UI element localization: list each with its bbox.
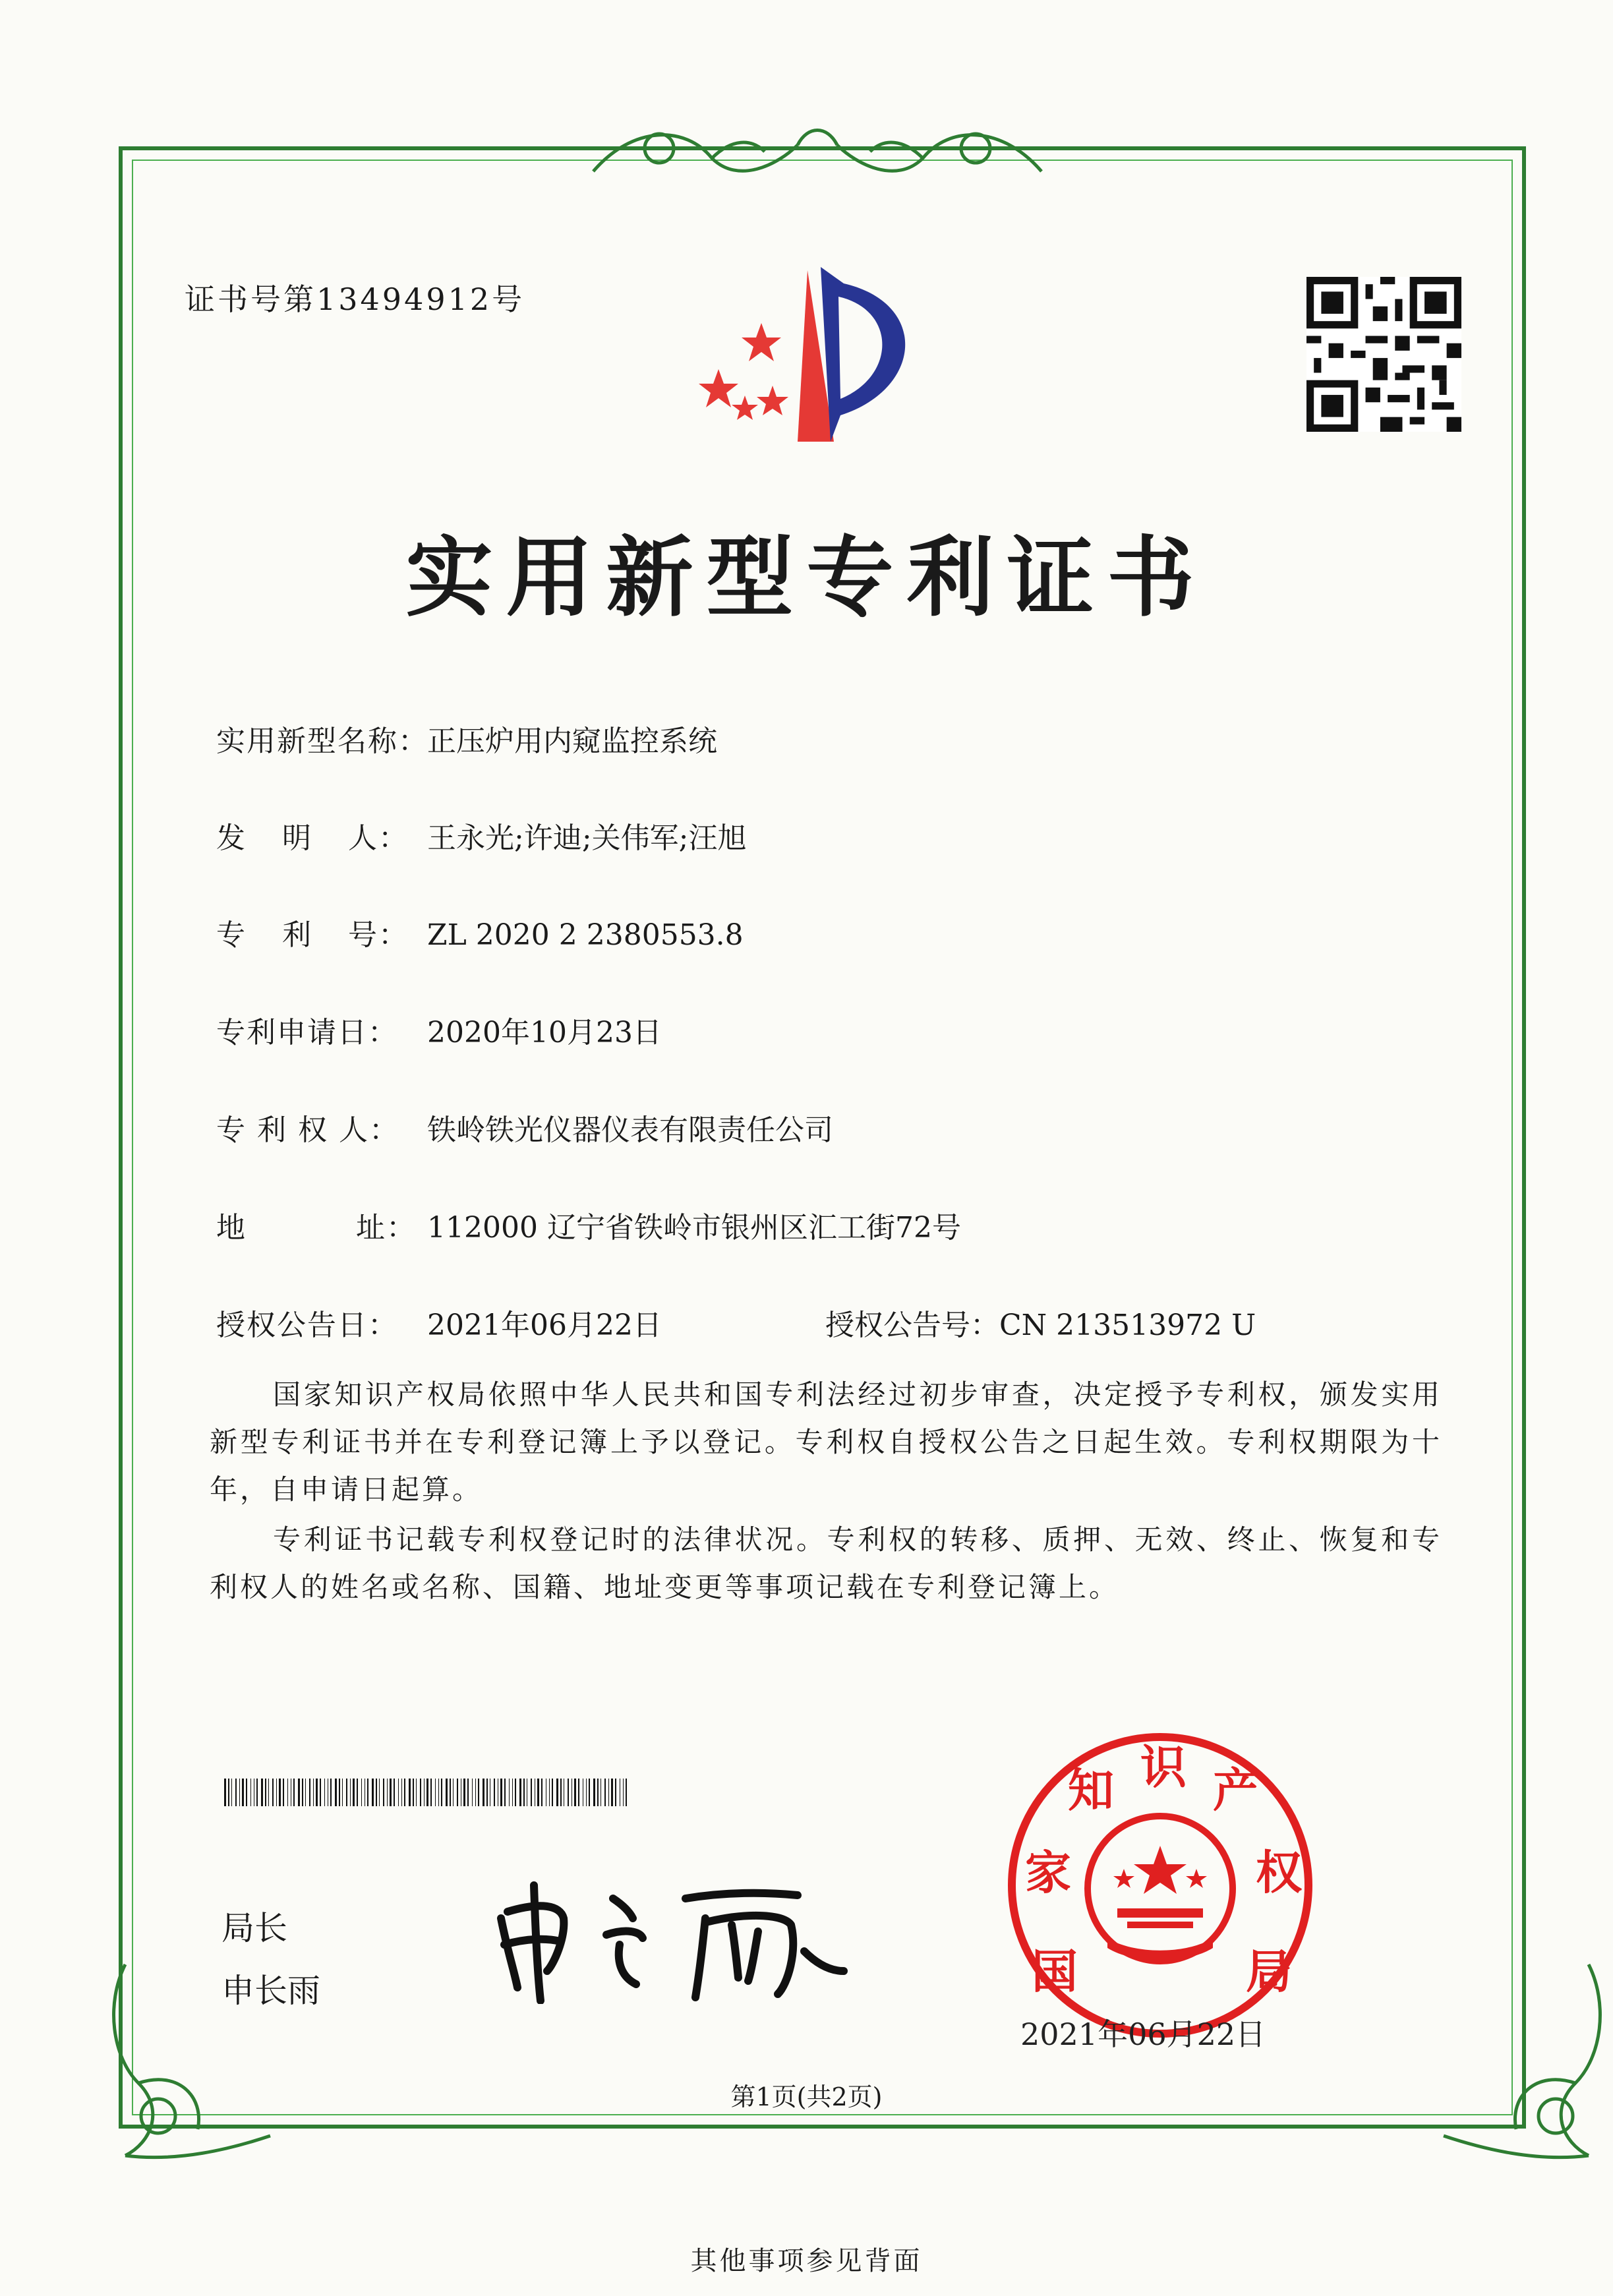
seal-char-7: 局 [1246, 1945, 1292, 1999]
seal-char-2: 家 [1025, 1846, 1071, 1900]
utility-model-name-row [216, 717, 717, 759]
official-seal [976, 1727, 1345, 2044]
inventor-row [216, 814, 746, 856]
statement-paragraph-2: 专利证书记载专利权登记时的法律状况。专利权的转移、质押、无效、终止、恢复和专利权人的姓名或名称、国籍、地址变更等事项记载在专利登记簿上。 [210, 1523, 1442, 1603]
seal-char-6: 权 [1256, 1846, 1302, 1900]
director-signature [488, 1872, 857, 2004]
filing-date-value: 2020年10月23日 [427, 1016, 662, 1049]
top-ornament [580, 99, 1055, 191]
address-label: 地 址： [216, 1211, 417, 1245]
certificate-number: 证书号第13494912号 [185, 281, 525, 317]
footer-note: 其他事项参见背面 [690, 2246, 923, 2276]
patent-number-label: 专 利 号： [216, 918, 409, 952]
director-title: 局长 [221, 1909, 287, 1947]
inventor-value: 王永光;许迪;关伟军;汪旭 [427, 821, 747, 855]
filing-date-row [216, 1009, 662, 1051]
grant-number-value: CN 213513972 U [999, 1309, 1256, 1342]
cnipa-logo-icon [699, 257, 949, 455]
utility-model-name-value: 正压炉用内窥监控系统 [427, 724, 717, 758]
grant-date-row [216, 1301, 662, 1343]
patentee-value: 铁岭铁光仪器仪表有限责任公司 [427, 1113, 833, 1147]
grant-date-label: 授权公告日： [216, 1309, 398, 1342]
patent-number-row [216, 911, 744, 953]
qr-code [1306, 277, 1461, 432]
seal-char-1: 国 [1032, 1945, 1078, 1999]
inventor-label: 发 明 人： [216, 821, 409, 855]
patentee-label: 专 利 权 人： [216, 1113, 399, 1147]
grant-number-label: 授权公告号： [825, 1309, 999, 1342]
seal-date: 2021年06月22日 [1020, 2016, 1266, 2052]
patent-number-value: ZL 2020 2 2380553.8 [427, 918, 744, 952]
statement-paragraph-1: 国家知识产权局依照中华人民共和国专利法经过初步审查，决定授予专利权，颁发实用新型专利证书并在专利登记簿上予以登记。专利权自授权公告之日起生效。专利权期限为十年，自申请日起算。 [210, 1378, 1442, 1506]
address-value: 112000 辽宁省铁岭市银州区汇工街72号 [427, 1211, 961, 1245]
address-row [216, 1204, 961, 1246]
page-number: 第1页(共2页) [730, 2082, 883, 2111]
utility-model-name-label: 实用新型名称： [216, 724, 428, 758]
barcode [224, 1779, 633, 1806]
grant-number-row [825, 1301, 1256, 1343]
document-title: 实用新型专利证书 [405, 527, 1208, 629]
patentee-row [216, 1106, 833, 1148]
director-name: 申长雨 [221, 1972, 320, 2010]
bottom-right-ornament [1417, 1951, 1613, 2169]
grant-date-value: 2021年06月22日 [427, 1309, 662, 1342]
seal-char-3: 知 [1068, 1763, 1114, 1817]
seal-char-5: 产 [1213, 1763, 1259, 1817]
filing-date-label: 专利申请日： [216, 1016, 398, 1049]
seal-char-4: 识 [1140, 1740, 1187, 1794]
